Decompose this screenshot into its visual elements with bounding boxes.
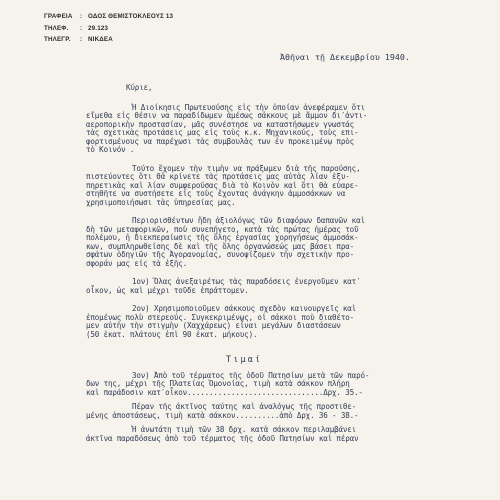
text-line: σφάτων ὁδηγιῶν τῆς Ἀγορανομίας, συνοψίζομεν τὴν σχετικὴν προ- [86, 250, 355, 259]
letter-paragraphs [86, 104, 490, 350]
text-line: Ἡ ἀνωτάτη τιμὴ τῶν 38 δρχ. κατὰ σάκκον περιλαμβάνει [132, 425, 357, 434]
telegraph-value: ΝΙΚΔΕΑ [88, 36, 113, 43]
text-line: οἶκον, ὡς καὶ μέχρι τοῦδε ἐπράττομεν. [86, 285, 249, 295]
text-line: πιστεύοντες ὅτι θὰ κρίνετε τὰς προτάσεις μας αὐτὰς λίαν ἐξυ- [86, 172, 350, 181]
paragraph-gap [86, 339, 490, 349]
paragraph-gap [86, 155, 490, 165]
letter-body [86, 84, 490, 449]
paragraph [86, 305, 490, 339]
text-line: Πέραν τῆς ἀκτῖνος ταύτης καὶ ἀναλόγως τῆς προστιθε- [132, 402, 357, 411]
text-line: αεροπορικὴν προστασίαν, μᾶς συνέστησε να καταστήσωμεν γνωστάς [86, 119, 355, 129]
telegraph-separator: : [80, 36, 83, 43]
text-line: (50 ἑκατ. πλάτους ἐπὶ 90 ἑκατ. μήκους). [86, 329, 258, 339]
letterhead [44, 11, 173, 46]
text-line: δων της, μέχρι τῆς Πλατείας Ὁμονοίας, τιμὴ κατὰ σάκκον πλήρη [86, 379, 350, 388]
text-line: μεν αὐτὴν τὴν στιγμὴν (Χαχχάρεως) εἶναι μεγάλων διαστάσεων [86, 321, 341, 330]
paragraph [86, 372, 490, 398]
text-line: φορτισμένους να παρέχωσι τὰς συμβουλὰς των ἐν προκειμένῳ πρὸς [86, 136, 355, 146]
text-line: ἑπομένως πολὺ στερεούς. Συγκεκριμένως, οἱ σάκκοι ποὺ διαθέτο- [86, 312, 355, 322]
salutation: Κύριε, [126, 83, 153, 92]
telegraph-label: ΤΗΛΕΓΡ. [44, 36, 71, 43]
paragraph [86, 165, 490, 208]
offices-label: ΓΡΑΦΕΙΑ [44, 13, 73, 20]
text-line: πηρετικὰς καὶ λίαν συμφερούσας διὰ τὸ Κοινὸν καὶ ὅτι θὰ εὐαρε- [86, 180, 359, 190]
text-line: στηθῆτε να συστήσετε εἰς τοὺς ἔχοντας ἀνάγκην ἀμμοσάκκων να [86, 189, 346, 198]
text-line: τὸ Κοινόν . [86, 145, 135, 154]
letterhead-phone [44, 23, 173, 35]
text-line: χρησιμοποιήσωσι τὰς ὑπηρεσίας μας. [86, 197, 236, 207]
offices-value: ΟΔΟΣ ΘΕΜΙΣΤΟΚΛΕΟΥΣ 13 [88, 13, 174, 20]
paragraph [86, 403, 490, 420]
text-line: 2ον) Χρησιμοποιοῦμεν σάκκους σχεδὸν καινουργεῖς καὶ [132, 304, 357, 313]
paragraph-gap [86, 443, 490, 449]
paragraph [86, 217, 490, 268]
paragraph [86, 104, 490, 155]
phone-separator: : [80, 24, 83, 32]
letterhead-offices [44, 11, 173, 23]
text-line: μένης ἀποστάσεως, τιμὴ κατὰ σάκκον..........ἀπὸ Δρχ. 36 - 38.- [86, 410, 359, 420]
text-line: σφοράν μας εἰς τὰ ἑξῆς. [86, 258, 188, 268]
text-line: 1ον) Ὅλας ἀνεξαιρέτως τὰς παραδόσεις ἐνεργοῦμεν κατ᾽ [132, 277, 361, 286]
price-paragraphs [86, 372, 490, 450]
phone-value: 29.123 [88, 24, 109, 32]
text-line: Ἡ Διοίκησις Πρωτευούσης εἰς τὴν ὁποίαν ἀνεφέραμεν ὅτι [132, 102, 365, 112]
phone-label: ΤΗΛΕΦ. [44, 24, 69, 32]
letterhead-telegraph [44, 34, 173, 46]
offices-separator: : [80, 13, 83, 20]
text-line: τὰς σχετικὰς προτάσεις μας εἰς τοὺς κ.κ. Μηχανικούς, τοὺς επι- [86, 128, 359, 137]
dateline: Ἀθῆναι τῇ Δεκεμβρίου 1940. [280, 52, 410, 62]
text-line: Τούτο ἔχομεν τὴν τιμὴν να πράξωμεν διὰ τῆς παρούσης, [132, 163, 361, 173]
text-line: Περιορισθέντων ἤδη ἀξιολόγως τῶν διαφόρων δαπανῶν καὶ [132, 216, 365, 225]
paragraph [86, 278, 490, 295]
section-heading: Τιμαί [226, 354, 263, 364]
text-line: εἴμεθα εἰς θέσιν να παραδίδωμεν ἀμέσως σάκκους μὲ ἄμμον δι᾽ἀντι- [86, 111, 368, 120]
text-line: 3ον) Ἀπὸ τοῦ τέρματος τῆς ὁδοῦ Πατησίων μετὰ τῶν παρό- [132, 370, 370, 380]
text-line: καὶ παράδοσιν κατ᾽οἶκον...............................Δρχ. 35.- [86, 387, 363, 397]
text-line: δὴ τῶν μεταφορικῶν, ποὺ συνεπήγετο, κατὰ τὰς πρώτας ἡμέρας τοῦ [86, 224, 359, 234]
text-line: ἀκτῖνα παραδόσεως ἀπὸ τοῦ τέρματος τῆς ὁδοῦ Πατησίων καὶ πέραν [86, 433, 359, 443]
paragraph [86, 426, 490, 443]
text-line: πολέμου, ἡ διεκπεραίωσις τῆς ὅλης ἐργασίας χορηγήσεως ἀμμοσάκ- [86, 233, 359, 242]
text-line: κων, συμπληρωθείσης δὲ καὶ τῆς ὅλης ὀργανώσεώς μας βάσει πρα- [86, 241, 355, 251]
